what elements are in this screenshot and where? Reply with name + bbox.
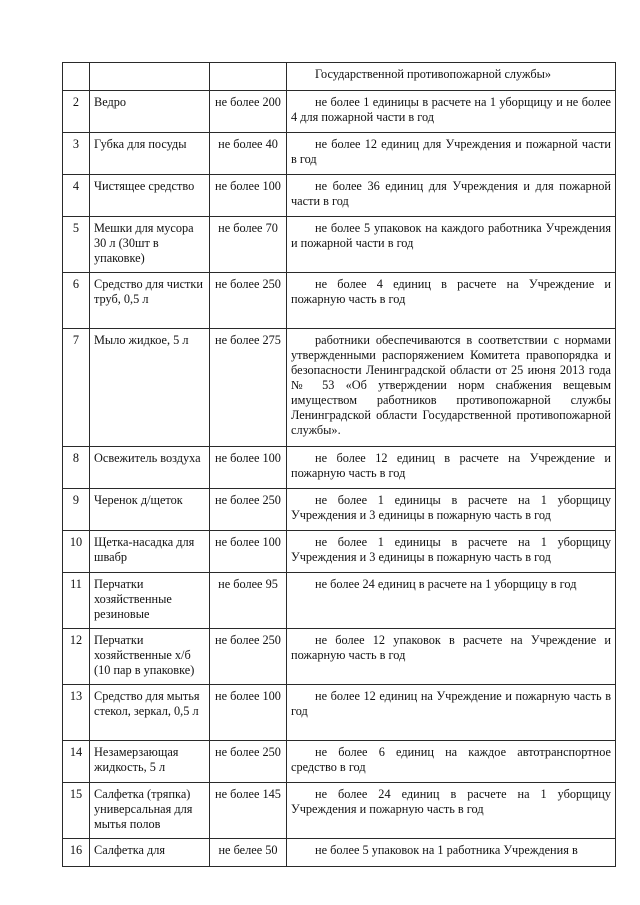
cell-norm: не более 12 упаковок в расчете на Учреждение и пожарную часть в год	[287, 629, 616, 685]
cell-price: не более 100	[210, 175, 287, 217]
cell-number: 3	[63, 133, 90, 175]
table-row	[63, 329, 616, 447]
cell-item-name: Губка для посуды	[90, 133, 210, 175]
cell-price: не более 275	[210, 329, 287, 447]
cell-price	[210, 63, 287, 91]
table-row	[63, 629, 616, 685]
cell-item-name: Мешки для мусора 30 л (30шт в упаковке)	[90, 217, 210, 273]
cell-norm: не более 12 единиц на Учреждение и пожарную часть в год	[287, 685, 616, 741]
cell-norm: не более 24 единиц в расчете на 1 уборщицу Учреждения и пожарную часть в год	[287, 783, 616, 839]
cell-norm: не более 5 упаковок на каждого работника Учреждения и пожарной части в год	[287, 217, 616, 273]
norms-table	[62, 62, 616, 867]
cell-item-name: Незамерзающая жидкость, 5 л	[90, 741, 210, 783]
cell-price: не более 250	[210, 489, 287, 531]
cell-norm: не более 12 единиц в расчете на Учреждение и пожарную часть в год	[287, 447, 616, 489]
cell-number: 7	[63, 329, 90, 447]
cell-price: не более 100	[210, 447, 287, 489]
cell-item-name: Салфетка для	[90, 839, 210, 867]
cell-item-name: Перчатки хозяйственные х/б (10 пар в упаковке)	[90, 629, 210, 685]
cell-item-name: Щетка-насадка для швабр	[90, 531, 210, 573]
cell-norm: не более 24 единиц в расчете на 1 уборщицу в год	[287, 573, 616, 629]
cell-item-name: Ведро	[90, 91, 210, 133]
cell-number: 5	[63, 217, 90, 273]
cell-number: 9	[63, 489, 90, 531]
cell-number: 8	[63, 447, 90, 489]
cell-item-name: Перчатки хозяйственные резиновые	[90, 573, 210, 629]
cell-norm: не более 5 упаковок на 1 работника Учреждения в	[287, 839, 616, 867]
cell-price: не более 95	[210, 573, 287, 629]
cell-price: не более 250	[210, 741, 287, 783]
cell-norm: не более 6 единиц на каждое автотранспортное средство в год	[287, 741, 616, 783]
cell-norm: не более 36 единиц для Учреждения и для пожарной части в год	[287, 175, 616, 217]
table-row	[63, 273, 616, 329]
cell-price: не более 145	[210, 783, 287, 839]
table-row	[63, 573, 616, 629]
cell-number: 12	[63, 629, 90, 685]
cell-item-name: Чистящее средство	[90, 175, 210, 217]
cell-price: не более 200	[210, 91, 287, 133]
cell-norm: не более 12 единиц для Учреждения и пожарной части в год	[287, 133, 616, 175]
table-row	[63, 175, 616, 217]
cell-number: 6	[63, 273, 90, 329]
cell-number: 15	[63, 783, 90, 839]
cell-norm: Государственной противопожарной службы»	[287, 63, 616, 91]
table-row	[63, 531, 616, 573]
cell-item-name: Мыло жидкое, 5 л	[90, 329, 210, 447]
cell-price: не более 250	[210, 629, 287, 685]
table-row	[63, 741, 616, 783]
cell-norm: не более 4 единиц в расчете на Учреждение и пожарную часть в год	[287, 273, 616, 329]
cell-norm: работники обеспечиваются в соответствии с нормами утвержденными распоряжением Комитета правопорядка и безопасности Ленинградской области от 25 июня 2013 года № 53 «Об утверждении норм снабжения вещевым имуществом работников противопожарной службы Ленинградской области Государственной противопожарной службы».	[287, 329, 616, 447]
cell-number: 4	[63, 175, 90, 217]
cell-price: не более 250	[210, 273, 287, 329]
cell-norm: не более 1 единицы в расчете на 1 уборщицу Учреждения и 3 единицы в пожарную часть в год	[287, 489, 616, 531]
cell-item-name: Черенок д/щеток	[90, 489, 210, 531]
cell-item-name: Средство для чистки труб, 0,5 л	[90, 273, 210, 329]
cell-item-name: Освежитель воздуха	[90, 447, 210, 489]
cell-price: не более 70	[210, 217, 287, 273]
table-row	[63, 685, 616, 741]
cell-norm: не более 1 единицы в расчете на 1 уборщицу Учреждения и 3 единицы в пожарную часть в год	[287, 531, 616, 573]
cell-number	[63, 63, 90, 91]
table-row-continuation	[63, 63, 616, 91]
cell-number: 16	[63, 839, 90, 867]
cell-number: 2	[63, 91, 90, 133]
cell-number: 14	[63, 741, 90, 783]
cell-price: не более 100	[210, 531, 287, 573]
cell-norm: не более 1 единицы в расчете на 1 уборщицу и не более 4 для пожарной части в год	[287, 91, 616, 133]
table-row	[63, 133, 616, 175]
cell-item-name: Средство для мытья стекол, зеркал, 0,5 л	[90, 685, 210, 741]
table-row	[63, 217, 616, 273]
cell-price: не более 40	[210, 133, 287, 175]
cell-number: 10	[63, 531, 90, 573]
cell-price: не белее 50	[210, 839, 287, 867]
table-row	[63, 91, 616, 133]
cell-number: 11	[63, 573, 90, 629]
cell-item-name: Салфетка (тряпка) универсальная для мытья полов	[90, 783, 210, 839]
cell-price: не более 100	[210, 685, 287, 741]
cell-item-name	[90, 63, 210, 91]
table-row	[63, 489, 616, 531]
cell-number: 13	[63, 685, 90, 741]
table-row	[63, 447, 616, 489]
table-row	[63, 839, 616, 867]
table-row	[63, 783, 616, 839]
